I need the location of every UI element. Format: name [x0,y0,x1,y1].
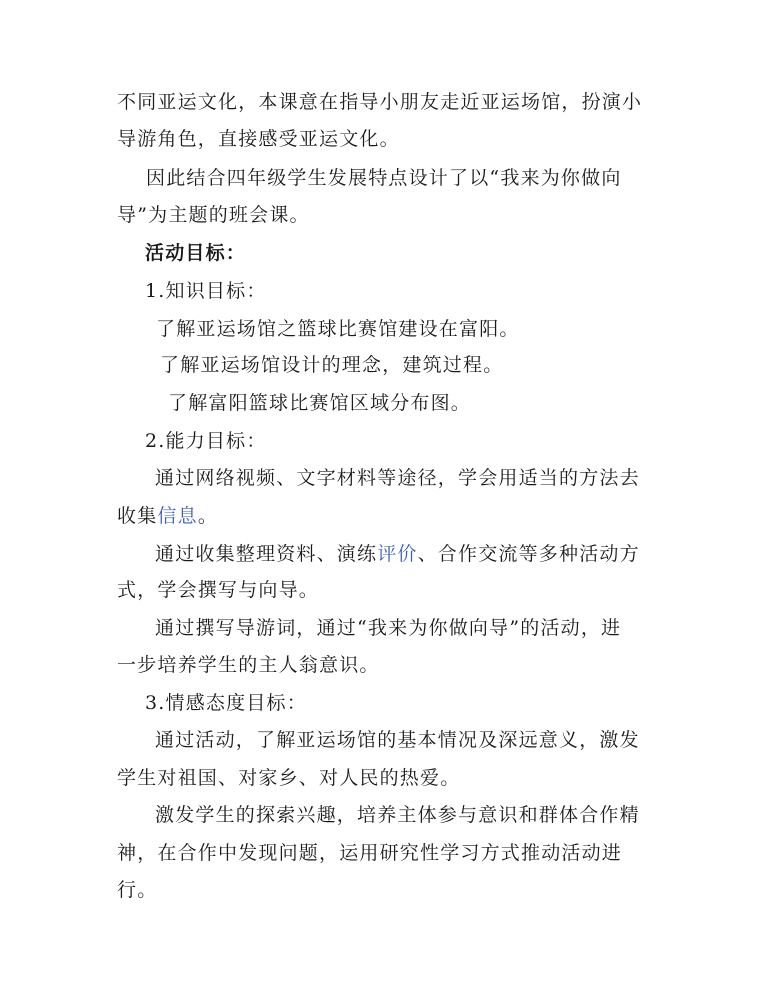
paragraph-line: 行。 [117,879,158,901]
section-heading-activity-goals: 活动目标： [145,242,247,264]
paragraph-line: 通过撰写导游词，通过“我来为你做向导”的活动，进 [155,617,622,639]
paragraph-line: 学生对祖国、对家乡、对人民的热爱。 [117,767,461,789]
subheading-emotion-goals: 3.情感态度目标： [145,692,307,714]
paragraph-line: 神，在合作中发现问题，运用研究性学习方式推动活动进 [117,842,623,864]
paragraph-line: 一步培养学生的主人翁意识。 [117,654,380,676]
paragraph-line [155,541,640,567]
subheading-knowledge-goals: 1.知识目标： [145,280,267,302]
paragraph-line: 通过活动，了解亚运场馆的基本情况及深远意义，激发 [155,729,640,751]
text-segment: 。 [197,505,219,527]
paragraph-line: 导游角色，直接感受亚运文化。 [117,128,400,150]
text-segment: 、合作交流等多种活动方 [417,543,640,565]
subheading-ability-goals: 2.能力目标： [145,430,267,452]
text-segment: 通过收集整理资料、演练 [155,543,378,565]
paragraph-line: 激发学生的探索兴趣，培养主体参与意识和群体合作精 [155,804,640,826]
paragraph-line: 因此结合四年级学生发展特点设计了以“我来为你做向 [146,167,622,189]
link-evaluation[interactable]: 评价 [377,543,418,565]
paragraph-line: 通过网络视频、文字材料等途径，学会用适当的方法去 [155,467,640,489]
list-item: 了解亚运场馆设计的理念，建筑过程。 [160,354,504,376]
link-information[interactable]: 信息 [157,505,198,527]
paragraph-line [117,503,218,529]
list-item: 了解富阳篮球比赛馆区域分布图。 [168,392,472,414]
paragraph-line: 式，学会撰写与向导。 [117,579,320,601]
text-segment: 收集 [117,505,158,527]
list-item: 了解亚运场馆之篮球比赛馆建设在富阳。 [156,318,520,340]
paragraph-line: 导”为主题的班会课。 [117,204,310,226]
paragraph-line: 不同亚运文化，本课意在指导小朋友走近亚运场馆，扮演小 [117,91,643,113]
